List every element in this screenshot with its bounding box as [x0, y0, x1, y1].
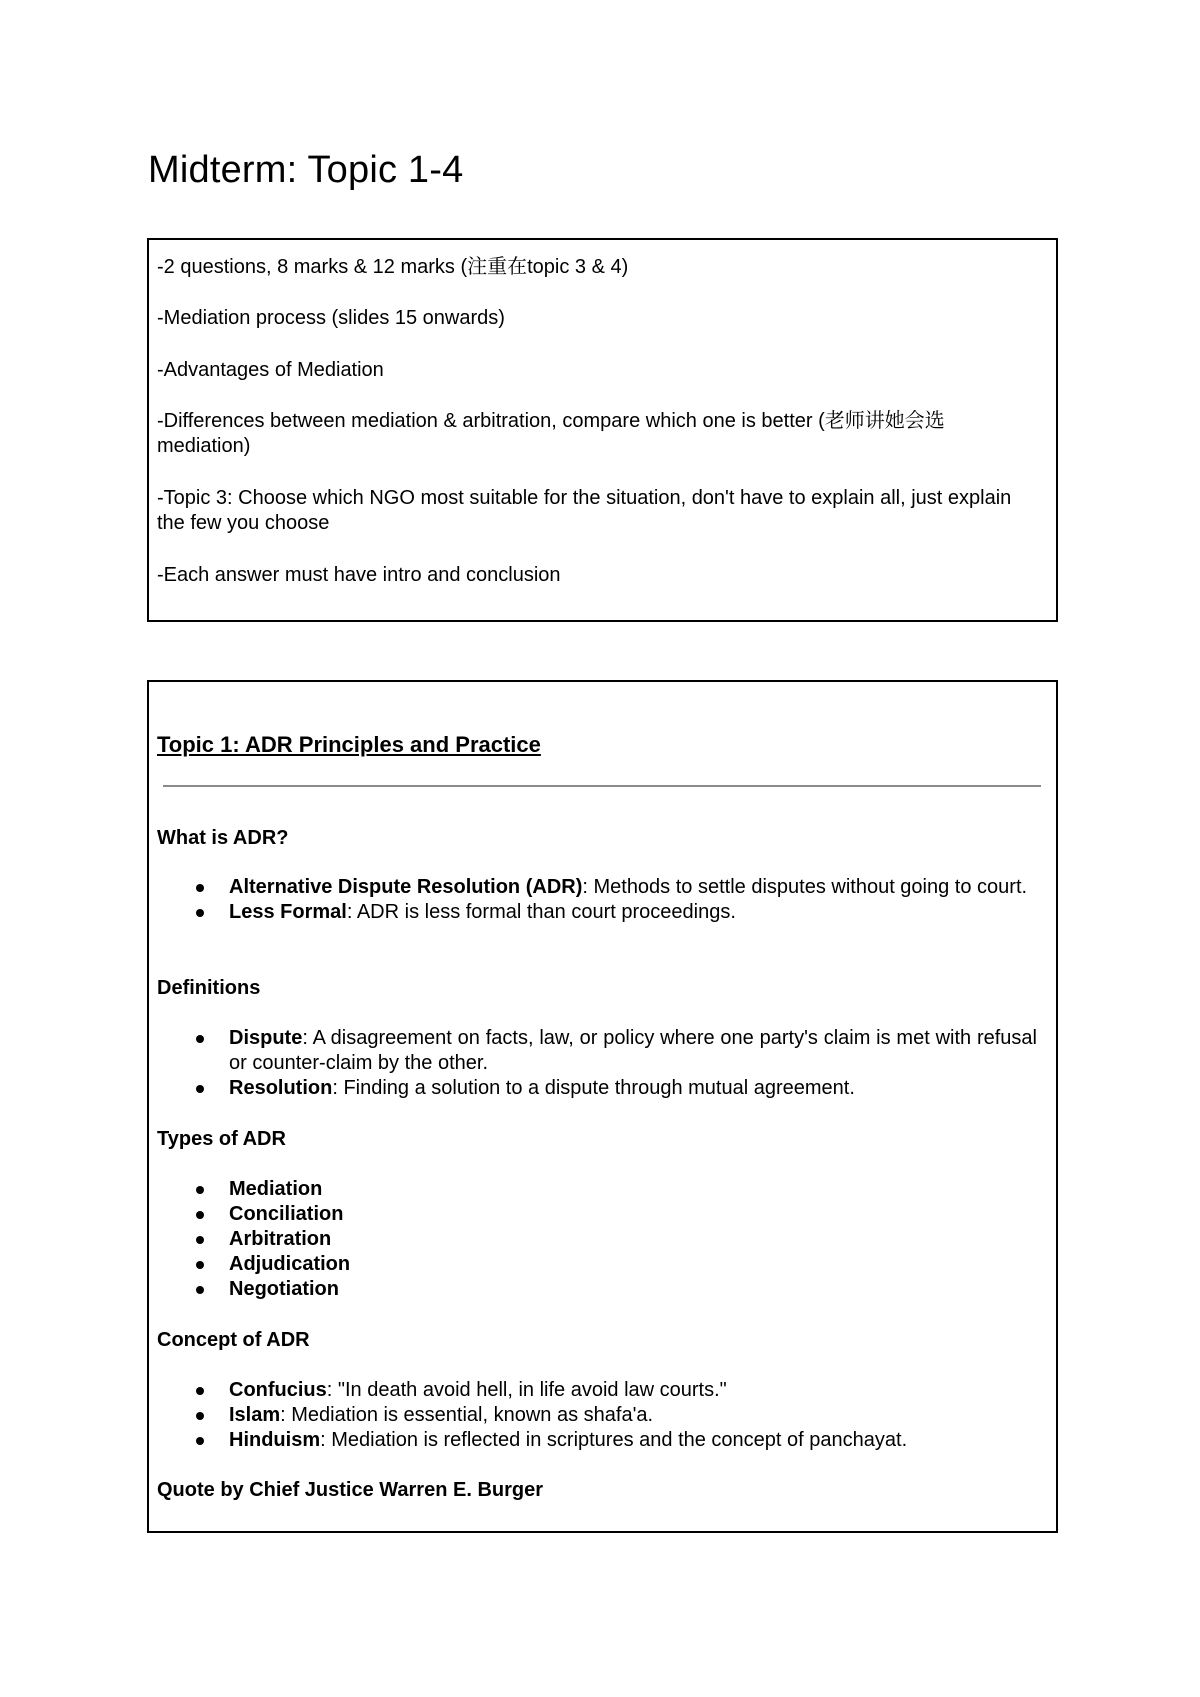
item-text: : Finding a solution to a dispute through mutual agreement. [332, 1077, 855, 1099]
bullet-icon [196, 1236, 204, 1244]
list-item [149, 1202, 1049, 1227]
summary-line: -Mediation process (slides 15 onwards) [157, 307, 505, 329]
item-term: Hinduism [229, 1429, 321, 1451]
what-is-adr-heading: What is ADR? [157, 827, 289, 849]
item-text: : "In death avoid hell, in life avoid law courts." [326, 1379, 727, 1401]
definitions-heading: Definitions [157, 977, 261, 999]
exam-summary-box [147, 238, 1058, 622]
summary-line: -Differences between mediation & arbitration, compare which one is better (老师讲她会选 mediation) [157, 410, 945, 457]
list-item [149, 1378, 1049, 1403]
item-term: Less Formal [229, 901, 347, 923]
definitions-list [149, 1026, 1049, 1101]
item-term: Adjudication [229, 1253, 351, 1275]
item-text: : Mediation is essential, known as shafa'a. [280, 1404, 654, 1426]
summary-line: -Each answer must have intro and conclusion [157, 564, 561, 586]
concept-list [149, 1378, 1049, 1453]
bullet-icon [196, 1085, 204, 1093]
types-list [149, 1177, 1049, 1302]
item-term: Resolution [229, 1077, 333, 1099]
list-item [149, 1428, 1049, 1453]
summary-line: -Topic 3: Choose which NGO most suitable for the situation, don't have to explain all, just explain the few you choose [157, 487, 1012, 534]
list-item [149, 1252, 1049, 1277]
summary-line: -Advantages of Mediation [157, 359, 384, 381]
concept-heading: Concept of ADR [157, 1329, 310, 1351]
bullet-icon [196, 909, 204, 917]
item-term: Mediation [229, 1178, 323, 1200]
bullet-icon [196, 1412, 204, 1420]
bullet-icon [196, 1186, 204, 1194]
bullet-icon [196, 884, 204, 892]
bullet-icon [196, 1387, 204, 1395]
summary-line: -2 questions, 8 marks & 12 marks (注重在topic 3 & 4) [157, 256, 629, 278]
list-item [149, 1177, 1049, 1202]
item-term: Negotiation [229, 1278, 339, 1300]
item-term: Conciliation [229, 1203, 344, 1225]
types-heading: Types of ADR [157, 1128, 286, 1150]
bullet-icon [196, 1286, 204, 1294]
horizontal-rule [163, 785, 1041, 787]
item-text: : A disagreement on facts, law, or policy where one party's claim is met with refusal or counter-claim by the other. [229, 1027, 1037, 1074]
quote-heading: Quote by Chief Justice Warren E. Burger [157, 1479, 544, 1501]
topic1-box [147, 680, 1058, 1533]
list-item [149, 1403, 1049, 1428]
bullet-icon [196, 1035, 204, 1043]
item-term: Confucius [229, 1379, 327, 1401]
page-title: Midterm: Topic 1-4 [148, 149, 464, 191]
item-text: : Methods to settle disputes without going to court. [582, 876, 1028, 898]
list-item [149, 900, 1049, 925]
item-term: Islam [229, 1404, 281, 1426]
what-is-adr-list [149, 875, 1049, 925]
item-term: Arbitration [229, 1228, 332, 1250]
list-item [149, 1026, 1049, 1076]
item-text: : ADR is less formal than court proceedings. [346, 901, 736, 923]
list-item [149, 1227, 1049, 1252]
list-item [149, 1076, 1049, 1101]
item-text: : Mediation is reflected in scriptures and the concept of panchayat. [320, 1429, 908, 1451]
list-item [149, 875, 1049, 900]
bullet-icon [196, 1211, 204, 1219]
list-item [149, 1277, 1049, 1302]
topic1-heading: Topic 1: ADR Principles and Practice [157, 732, 541, 757]
bullet-icon [196, 1261, 204, 1269]
bullet-icon [196, 1437, 204, 1445]
item-term: Dispute [229, 1027, 303, 1049]
item-term: Alternative Dispute Resolution (ADR) [229, 876, 583, 898]
